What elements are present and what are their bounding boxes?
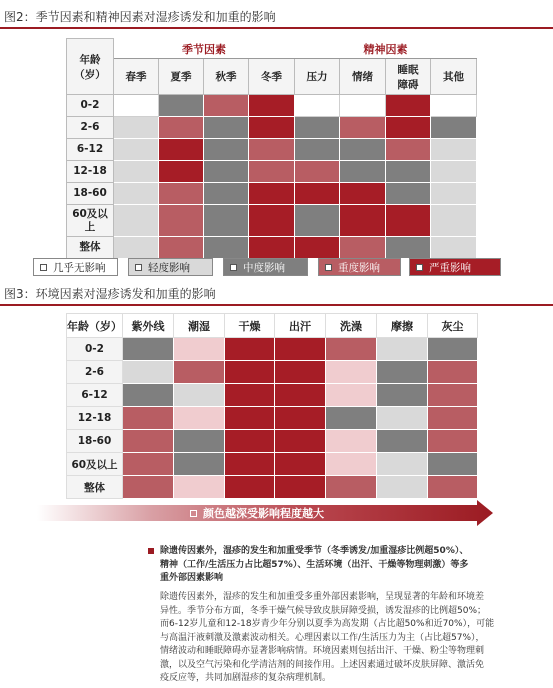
paragraph-line: 异性。季节分布方面，冬季干燥气候导致皮肤屏障受损，诱发湿疹的比例超50%； (160, 605, 487, 616)
impact-cell (275, 453, 326, 476)
paragraph-line: 除遗传因素外，湿疹的发生和加重受多重外部因素影响，呈现显著的年龄和环境差 (160, 592, 485, 602)
paragraph-line: 疫反应等，共同加剧湿疹的复杂病理机制。 (160, 673, 332, 683)
row-label: 整体 (67, 237, 114, 259)
table-row (67, 183, 477, 205)
impact-cell (204, 205, 249, 237)
impact-cell (159, 139, 204, 161)
impact-cell (174, 384, 225, 407)
impact-cell (377, 361, 428, 384)
impact-cell (114, 237, 159, 259)
table-row (67, 476, 478, 499)
row-label: 0-2 (67, 95, 114, 117)
figure2-title-rule (0, 27, 553, 29)
legend-label: 重度影响 (338, 261, 380, 274)
impact-cell (249, 161, 295, 183)
column-header: 洗澡 (326, 314, 377, 338)
impact-cell (159, 205, 204, 237)
impact-cell (295, 95, 340, 117)
age-header-text: 年龄 （岁） (74, 53, 106, 81)
column-header: 春季 (114, 59, 159, 95)
legend-label: 中度影响 (243, 261, 285, 274)
column-header: 摩擦 (377, 314, 428, 338)
impact-cell (174, 407, 225, 430)
column-header: 出汗 (275, 314, 326, 338)
figure3-title: 图3：环境因素对湿疹诱发和加重的影响 (4, 287, 216, 301)
intensity-arrow-text: 颜色越深受影响程度越大 (203, 507, 324, 520)
table-row (67, 95, 477, 117)
impact-cell (428, 430, 478, 453)
impact-cell (174, 361, 225, 384)
row-label: 12-18 (67, 407, 123, 430)
impact-cell (428, 453, 478, 476)
impact-cell (428, 476, 478, 499)
legend-box-icon (40, 264, 47, 271)
impact-cell (295, 237, 340, 259)
impact-cell (204, 95, 249, 117)
row-label: 18-60 (67, 430, 123, 453)
impact-cell (249, 95, 295, 117)
impact-cell (431, 139, 477, 161)
impact-cell (431, 237, 477, 259)
table-row (67, 205, 477, 237)
column-header: 潮湿 (174, 314, 225, 338)
impact-cell (295, 139, 340, 161)
legend-box-icon (230, 264, 237, 271)
impact-cell (225, 430, 275, 453)
table-row (67, 139, 477, 161)
impact-cell (295, 161, 340, 183)
bullet-line: 重外部因素影响 (160, 573, 224, 583)
impact-cell (159, 161, 204, 183)
impact-cell (159, 117, 204, 139)
legend-item (128, 258, 213, 276)
figure3-title-rule (0, 304, 553, 306)
figure2-title: 图2：季节因素和精神因素对湿疹诱发和加重的影响 (4, 10, 276, 24)
table-row (67, 338, 478, 361)
impact-cell (326, 361, 377, 384)
environment-factor-table (66, 313, 478, 499)
impact-cell (275, 430, 326, 453)
impact-cell (275, 361, 326, 384)
impact-cell (114, 205, 159, 237)
summary-paragraph (160, 591, 550, 686)
impact-cell (377, 338, 428, 361)
impact-cell (386, 205, 431, 237)
impact-cell (275, 338, 326, 361)
impact-cell (114, 95, 159, 117)
impact-cell (225, 338, 275, 361)
impact-cell (431, 95, 477, 117)
paragraph-line: 激，以及空气污染和化学清洁剂的间接作用。上述因素通过破坏皮肤屏障、激活免 (160, 659, 485, 670)
column-header: 其他 (431, 59, 477, 95)
impact-cell (386, 139, 431, 161)
table-row (67, 407, 478, 430)
impact-cell (249, 237, 295, 259)
impact-cell (174, 338, 225, 361)
impact-cell (114, 139, 159, 161)
impact-cell (340, 95, 386, 117)
impact-cell (123, 361, 174, 384)
paragraph-line: 与高温汗液刺激及激素波动相关。心理因素以工作/生活压力为主（占比超57%）， (160, 632, 485, 643)
impact-cell (159, 237, 204, 259)
impact-cell (249, 183, 295, 205)
impact-cell (431, 117, 477, 139)
column-header: 秋季 (204, 59, 249, 95)
column-header: 睡眠 障碍 (386, 59, 431, 95)
bullet-line: 除遗传因素外，湿疹的发生和加重受季节（冬季诱发/加重湿疹比例超50%）、 (160, 546, 469, 556)
impact-cell (377, 476, 428, 499)
age-header (67, 39, 114, 95)
column-header: 情绪 (340, 59, 386, 95)
impact-cell (431, 205, 477, 237)
impact-cell (326, 430, 377, 453)
column-header: 灰尘 (428, 314, 478, 338)
impact-cell (225, 407, 275, 430)
impact-cell (386, 117, 431, 139)
summary-bullet (160, 545, 540, 586)
impact-cell (159, 95, 204, 117)
impact-cell (114, 161, 159, 183)
impact-cell (340, 117, 386, 139)
column-header: 压力 (295, 59, 340, 95)
impact-cell (123, 407, 174, 430)
row-label: 整体 (67, 476, 123, 499)
impact-cell (225, 384, 275, 407)
impact-cell (204, 237, 249, 259)
bullet-square-icon (148, 548, 154, 554)
impact-cell (114, 117, 159, 139)
column-header: 夏季 (159, 59, 204, 95)
impact-cell (114, 183, 159, 205)
impact-cell (431, 161, 477, 183)
impact-cell (225, 453, 275, 476)
row-label: 6-12 (67, 384, 123, 407)
table-row (67, 430, 478, 453)
impact-cell (249, 205, 295, 237)
impact-cell (428, 361, 478, 384)
season-mental-factor-table (66, 38, 477, 259)
impact-cell (377, 384, 428, 407)
impact-cell (340, 183, 386, 205)
impact-cell (225, 476, 275, 499)
impact-cell (386, 161, 431, 183)
legend-box-icon (325, 264, 332, 271)
legend-box-icon (416, 264, 423, 271)
impact-cell (340, 139, 386, 161)
table-row (67, 361, 478, 384)
impact-cell (326, 476, 377, 499)
legend-item (318, 258, 401, 276)
legend-label: 严重影响 (429, 261, 471, 274)
impact-cell (123, 384, 174, 407)
table-row (67, 117, 477, 139)
impact-cell (123, 453, 174, 476)
impact-cell (326, 384, 377, 407)
table-row (67, 384, 478, 407)
impact-cell (123, 430, 174, 453)
paragraph-line: 情绪波动和睡眠障碍亦显著影响病情。环境因素则包括出汗、干燥、粉尘等物理刺 (160, 646, 485, 656)
impact-cell (377, 430, 428, 453)
impact-cell (386, 237, 431, 259)
impact-cell (123, 338, 174, 361)
impact-cell (174, 453, 225, 476)
impact-cell (326, 407, 377, 430)
impact-cell (204, 139, 249, 161)
impact-cell (386, 183, 431, 205)
legend-item (409, 258, 501, 276)
impact-cell (326, 338, 377, 361)
impact-legend (33, 258, 501, 276)
legend-label: 几乎无影响 (53, 261, 106, 274)
impact-cell (225, 361, 275, 384)
legend-item (223, 258, 308, 276)
impact-cell (431, 183, 477, 205)
row-label: 2-6 (67, 117, 114, 139)
legend-label: 轻度影响 (148, 261, 190, 274)
row-label: 60及以上 (67, 453, 123, 476)
impact-cell (123, 476, 174, 499)
table-row (67, 237, 477, 259)
row-label: 12-18 (67, 161, 114, 183)
row-label: 60及以 上 (67, 205, 114, 237)
row-label: 2-6 (67, 361, 123, 384)
impact-cell (295, 205, 340, 237)
impact-cell (174, 476, 225, 499)
impact-cell (340, 161, 386, 183)
table-row (67, 453, 478, 476)
impact-cell (275, 407, 326, 430)
bullet-line: 精神（工作/生活压力占比超57%）、生活环境（出汗、干燥等物理刺激）等多 (160, 559, 469, 570)
row-label: 0-2 (67, 338, 123, 361)
age-header: 年龄（岁） (67, 314, 123, 338)
intensity-arrow (37, 500, 493, 526)
impact-cell (249, 117, 295, 139)
impact-cell (275, 384, 326, 407)
impact-cell (204, 161, 249, 183)
impact-cell (295, 117, 340, 139)
column-header: 干燥 (225, 314, 275, 338)
impact-cell (340, 205, 386, 237)
impact-cell (275, 476, 326, 499)
legend-item (33, 258, 118, 276)
impact-cell (204, 183, 249, 205)
mental-group-header: 精神因素 (295, 39, 477, 59)
impact-cell (340, 237, 386, 259)
legend-box-icon (135, 264, 142, 271)
impact-cell (428, 384, 478, 407)
impact-cell (295, 183, 340, 205)
impact-cell (159, 183, 204, 205)
impact-cell (428, 407, 478, 430)
season-group-header: 季节因素 (114, 39, 295, 59)
impact-cell (377, 453, 428, 476)
intensity-arrow-label (37, 500, 477, 526)
impact-cell (174, 430, 225, 453)
table-row (67, 161, 477, 183)
impact-cell (428, 338, 478, 361)
impact-cell (386, 95, 431, 117)
impact-cell (326, 453, 377, 476)
paragraph-line: 而6-12岁儿童和12-18岁青少年分别以夏季为高发期（占比超50%和近70%），可能 (160, 619, 495, 629)
column-header: 紫外线 (123, 314, 174, 338)
row-label: 6-12 (67, 139, 114, 161)
row-label: 18-60 (67, 183, 114, 205)
impact-cell (377, 407, 428, 430)
impact-cell (204, 117, 249, 139)
impact-cell (249, 139, 295, 161)
arrow-box-icon (190, 510, 197, 517)
column-header: 冬季 (249, 59, 295, 95)
